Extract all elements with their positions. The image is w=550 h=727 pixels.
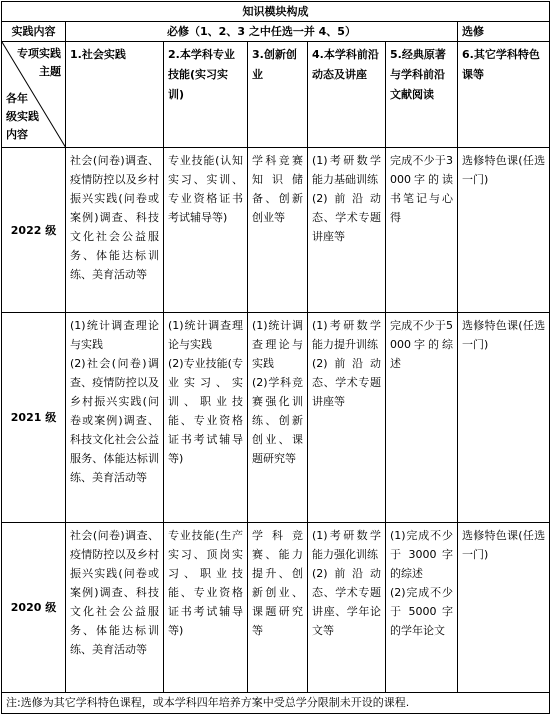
table-cell: 选修特色课(任选一门) [458,523,550,693]
diagonal-top-right-label [17,45,61,81]
table-row-2021 [2,313,550,523]
column-header-frontier-lectures: 4.本学科前沿动态及讲座 [308,42,386,148]
table-cell: 专业技能(生产实习、顶岗实习、职业技能、专业资格证书考试辅导等) [164,523,248,693]
knowledge-module-table [1,1,550,714]
table-cell: (1)考研数学能力提升训练 (2)前沿动态、学术专题讲座等 [308,313,386,523]
table-cell: (1)统计调查理论与实践 (2)社会(问卷)调查、疫情防控以及乡村振兴实践(问卷或案例)调查、科技文化社会公益服务、体能达标训练、美育活动等 [66,313,164,523]
year-label: 2020 级 [2,523,66,693]
diagonal-bottom-left-line3: 内容 [6,128,28,141]
diagonal-top-right-line2: 主题 [39,65,61,78]
table-title: 知识模块构成 [2,2,550,22]
column-header-reading: 5.经典原著与学科前沿文献阅读 [386,42,458,148]
table-cell: 社会(问卷)调查、疫情防控以及乡村振兴实践(问卷或案例)调查、科技文化社会公益服务、体能达标训练、美育活动等 [66,523,164,693]
table-cell: 选修特色课(任选一门) [458,313,550,523]
column-header-innovation: 3.创新创业 [248,42,308,148]
table-cell: 学科竞赛知识储备、创新创业等 [248,148,308,313]
table-row-2020 [2,523,550,693]
table-cell: (1)统计调查理论与实践 (2)学科竞赛强化训练、创新创业、课题研究等 [248,313,308,523]
table-cell: 完成不少于5000字的综述 [386,313,458,523]
diagonal-bottom-left-line2: 级实践 [6,110,39,123]
year-label: 2022 级 [2,148,66,313]
table-cell: (1)考研数学能力强化训练 (2)前沿动态、学术专题讲座、学年论文等 [308,523,386,693]
column-header-professional-skills: 2.本学科专业技能(实习实训) [164,42,248,148]
column-header-social-practice: 1.社会实践 [66,42,164,148]
table-cell: 完成不少于3000字的读书笔记与心得 [386,148,458,313]
column-header-elective-course: 6.其它学科特色课等 [458,42,550,148]
table-row-2022 [2,148,550,313]
diagonal-top-right-line1: 专项实践 [17,47,61,60]
table-cell: 专业技能(认知实习、实训、专业资格证书考试辅导等) [164,148,248,313]
elective-header: 选修 [458,22,550,42]
table-note: 注:选修为其它学科特色课程，或本学科四年培养方案中受总学分限制未开设的课程. [2,693,550,714]
table-cell: (1)考研数学能力基础训练 (2)前沿动态、学术专题讲座等 [308,148,386,313]
table-cell: 选修特色课(任选一门) [458,148,550,313]
diagonal-bottom-left-line1: 各年 [6,92,28,105]
table-cell: (1)统计调查理论与实践 (2)专业技能(专业实习、实训、职业技能、专业资格证书考试辅导等) [164,313,248,523]
year-label: 2021 级 [2,313,66,523]
table-cell: 学科竞赛、能力提升、创新创业、课题研究等 [248,523,308,693]
table-cell: 社会(问卷)调查、疫情防控以及乡村振兴实践(问卷或案例)调查、科技文化社会公益服务、体能达标训练、美育活动等 [66,148,164,313]
diagonal-bottom-left-label [6,90,39,144]
required-header: 必修（1、2、3 之中任选一并 4、5） [66,22,458,42]
diagonal-header-cell [2,42,66,148]
practice-content-header: 实践内容 [2,22,66,42]
table-cell: (1)完成不少于 3000 字的综述 (2)完成不少于 5000 字的学年论文 [386,523,458,693]
